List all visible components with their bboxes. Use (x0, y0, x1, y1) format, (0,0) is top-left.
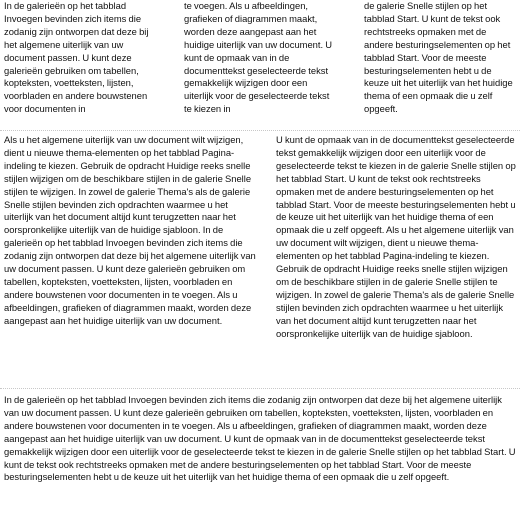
three-column-section (0, 0, 520, 128)
column-1 (4, 134, 256, 328)
single-column-section (0, 394, 520, 506)
paragraph: U kunt de opmaak van in de documenttekst geselecteerde tekst gemakkelijk wijzigen door een uiterlijk voor de geselecteerde tekst te kiezen in de galerie Snelle stijlen op het tabblad Start. U kunt de tekst ook rechtstreeks opmaken met de andere besturingselementen op het tabblad Start. Voor de meeste besturingselementen hebt u de keuze uit het uiterlijk van het huidige thema of een opmaak die u zelf opgeeft. Als u het algemene uiterlijk van uw document wilt wijzigen, dient u nieuwe thema-elementen op het tabblad Pagina-indeling te kiezen. Gebruik de opdracht Huidige reeks snelle stijlen wijzigen om de beschikbare stijlen in de galerie Snelle stijlen te wijzigen. In zowel de galerie Thema's als de galerie Snelle stijlen bevinden zich opdrachten waarmee u het uiterlijk van het document altijd kunt terugzetten naar het oorspronkelijke uiterlijk van de huidige sjabloon. (276, 134, 516, 339)
paragraph: In de galerieën op het tabblad Invoegen bevinden zich items die zodanig zijn ontworpen dat deze bij het algemene uiterlijk van uw document passen. U kunt deze galerieën gebruiken om tabellen, kopteksten, voetteksten, lijsten, voorbladen en andere bouwstenen voor documenten in te voegen. Als u afbeeldingen, grafieken of diagrammen maakt, worden deze aangepast aan het huidige uiterlijk van uw document. U kunt de opmaak van in de documenttekst geselecteerde tekst gemakkelijk wijzigen door een uiterlijk voor de geselecteerde tekst te kiezen in de galerie Snelle stijlen op het tabblad Start. U kunt de tekst ook rechtstreeks opmaken met de andere besturingselementen op het tabblad Start. Voor de meeste besturingselementen hebt u de keuze uit het uiterlijk van het huidige thema of een opmaak die u zelf opgeeft. (4, 394, 516, 483)
paragraph: In de galerieën op het tabblad Invoegen bevinden zich items die zodanig zijn ontworpen dat deze bij het algemene uiterlijk van uw document passen. U kunt deze galerieën gebruiken om tabellen, kopteksten, voetteksten, lijsten, voorbladen en andere bouwstenen voor documenten in (4, 0, 149, 115)
column-1 (4, 0, 152, 116)
paragraph: Als u het algemene uiterlijk van uw document wilt wijzigen, dient u nieuwe thema-elementen op het tabblad Pagina-indeling te kiezen. Gebruik de opdracht Huidige reeks snelle stijlen wijzigen om de beschikbare stijlen in de galerie Snelle stijlen te wijzigen. In zowel de galerie Thema's als de galerie Snelle stijlen bevinden zich opdrachten waarmee u het uiterlijk van het document altijd kunt terugzetten naar het oorspronkelijke uiterlijk van de huidige sjabloon. In de galerieën op het tabblad Invoegen bevinden zich items die zodanig zijn ontworpen dat deze bij het algemene uiterlijk van uw document passen. U kunt deze galerieën gebruiken om tabellen, kopteksten, voetteksten, lijsten, voorbladen en andere bouwstenen voor documenten in te voegen. Als u afbeeldingen, grafieken of diagrammen maakt, worden deze aangepast aan het huidige uiterlijk van uw document. (4, 134, 256, 326)
column-1 (4, 394, 516, 484)
column-2 (276, 134, 516, 341)
section-break-divider (0, 388, 520, 389)
two-column-section (0, 134, 520, 384)
column-2 (184, 0, 334, 116)
paragraph: de galerie Snelle stijlen op het tabblad Start. U kunt de tekst ook rechtstreeks opmaken met de andere besturingselementen op het tabblad Start. Voor de meeste besturingselementen hebt u de keuze uit het uiterlijk van het huidige thema of een opmaak die u zelf opgeeft. (364, 0, 513, 115)
paragraph: te voegen. Als u afbeeldingen, grafieken of diagrammen maakt, worden deze aangepast aan het huidige uiterlijk van uw document. U kunt de opmaak van in de documenttekst geselecteerde tekst gemakkelijk wijzigen door een uiterlijk voor de geselecteerde tekst te kiezen in (184, 0, 333, 115)
section-break-divider (0, 130, 520, 131)
column-3 (364, 0, 516, 116)
